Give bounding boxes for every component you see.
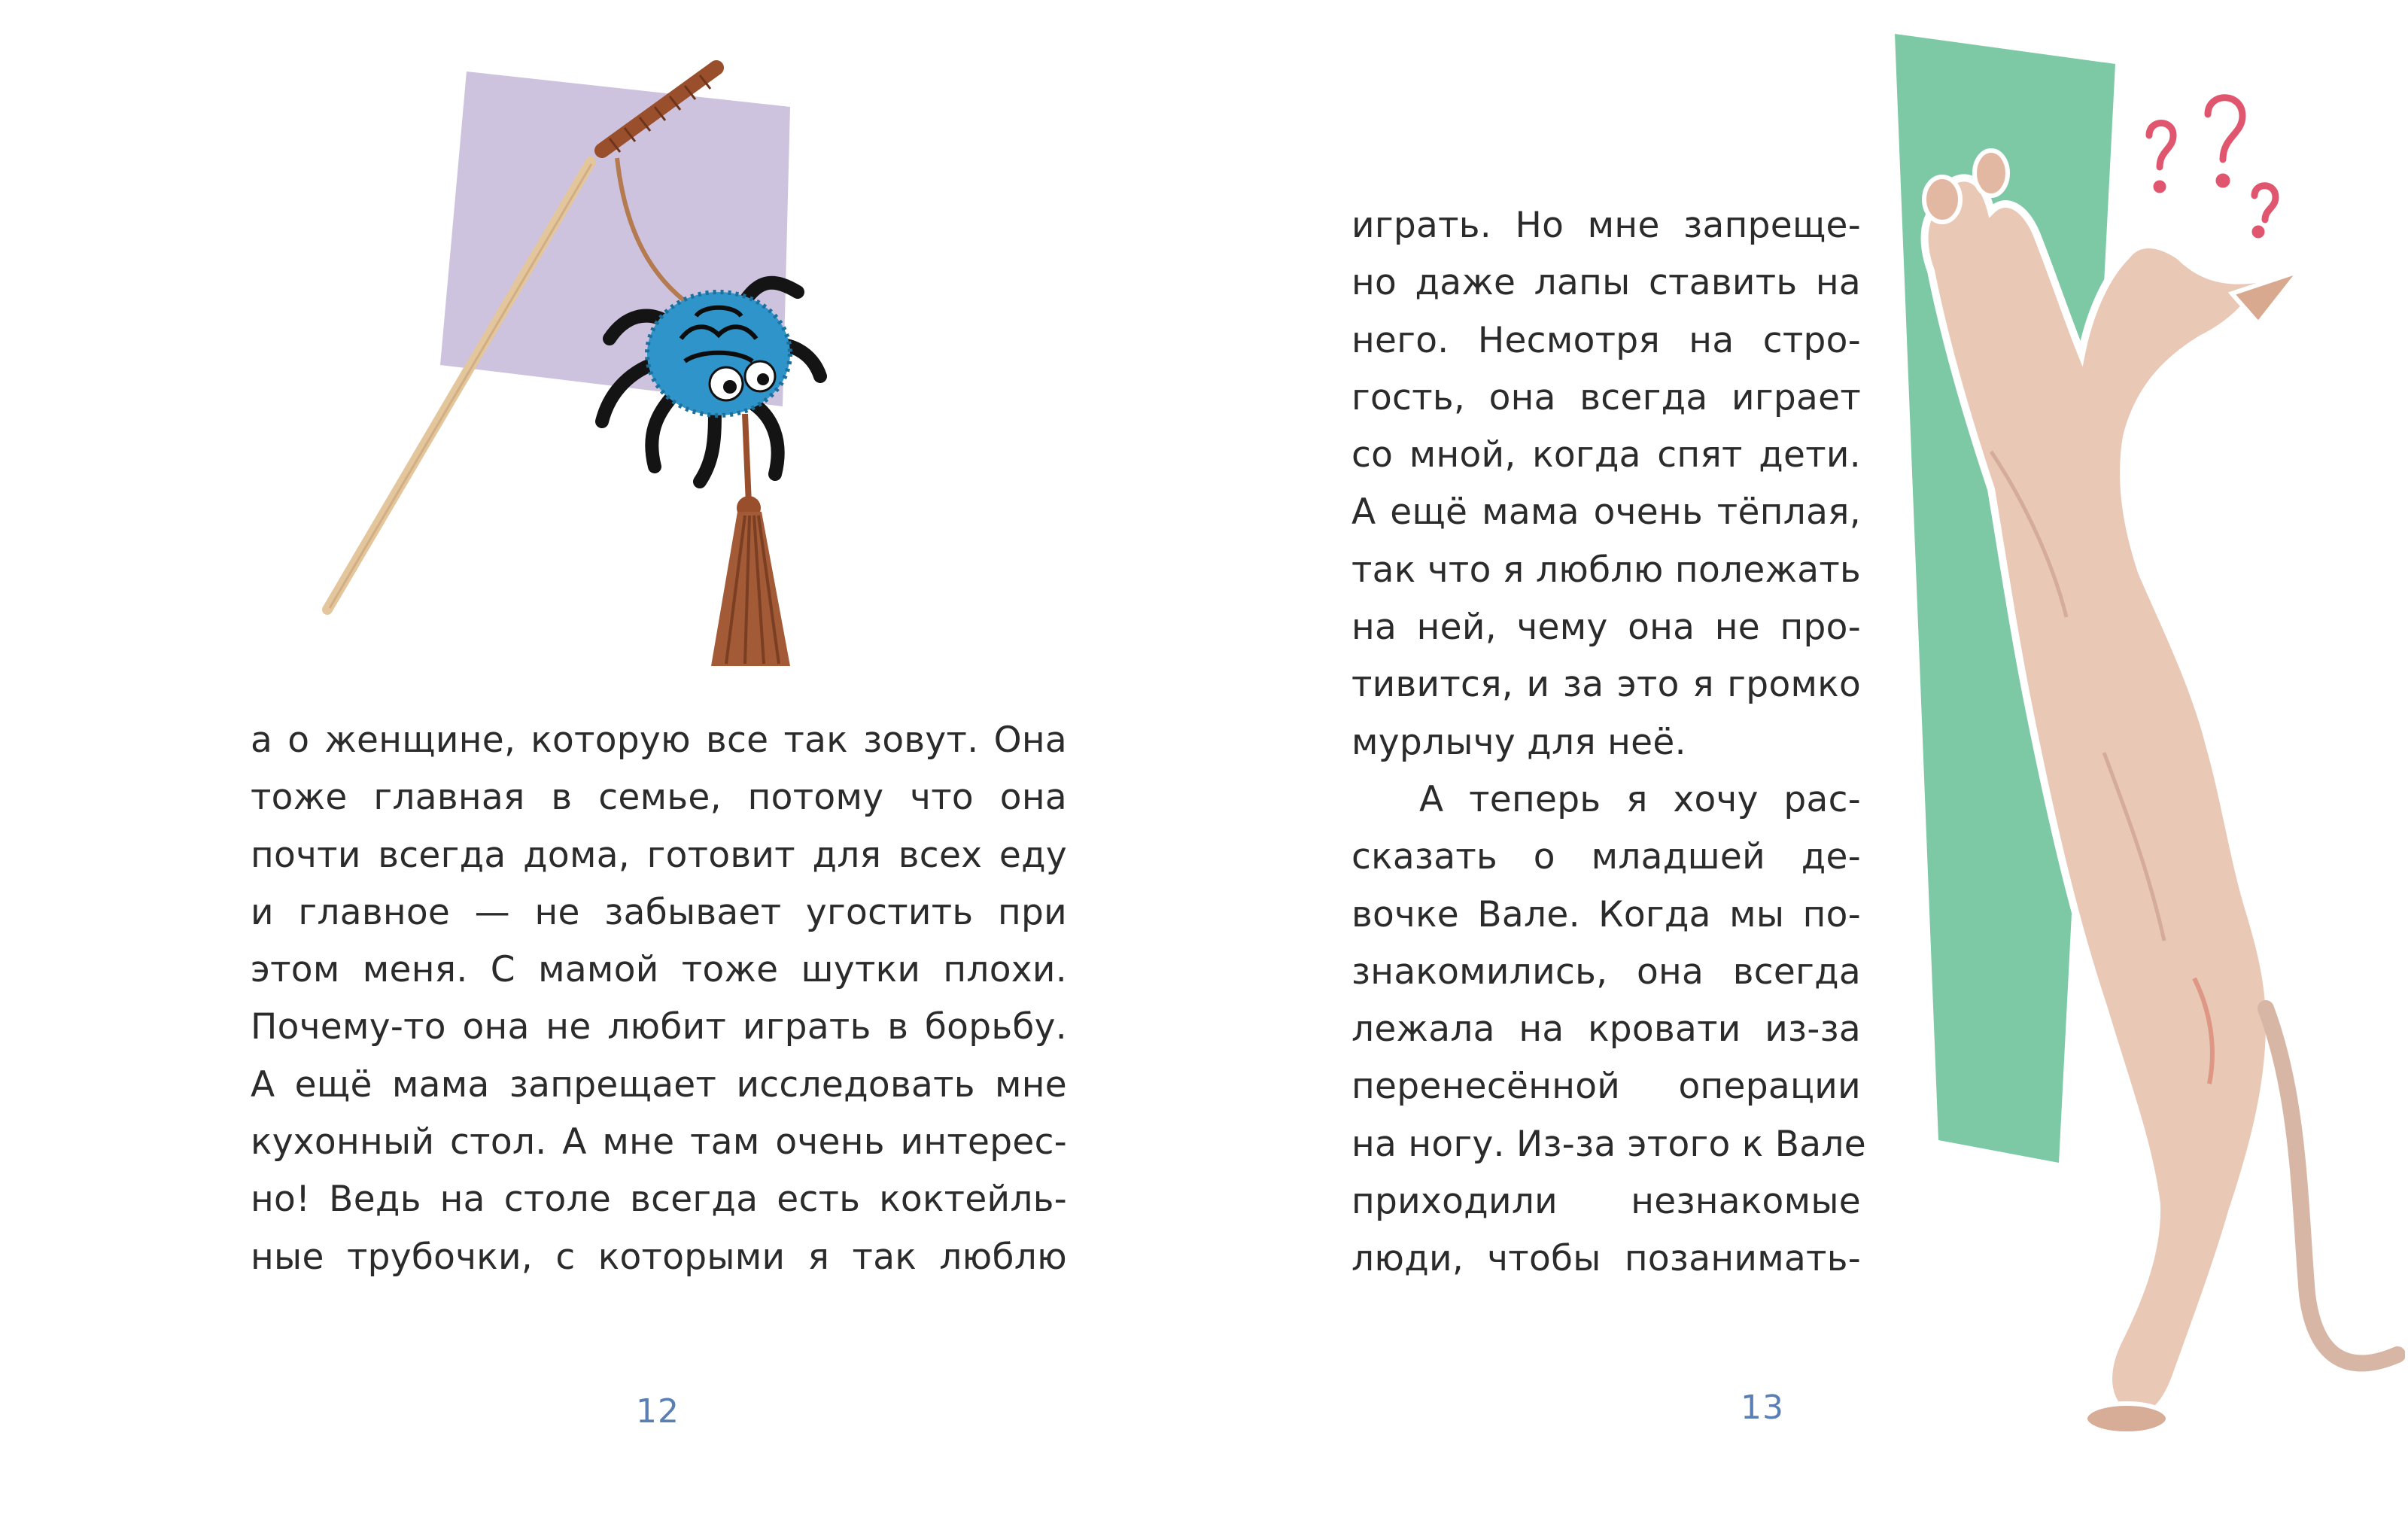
page-number: 12 [636,1392,680,1431]
text-line: играть. Но мне запреще- [1351,205,1861,246]
text-line: А ещё мама запрещает исследовать мне [251,1063,1067,1106]
text-line: на ногу. Из-за этого к Вале [1351,1123,1866,1165]
text-line: и главное — не забывает угостить при [251,891,1067,933]
text-line: на ней, чему она не про- [1351,607,1861,649]
right-page-text [1351,197,1866,1288]
text-line: но! Ведь на столе всегда есть коктейль- [251,1179,1067,1221]
text-line: Почему-то она не любит играть в борьбу. [251,1006,1067,1048]
text-line: мурлычу для неё. [1351,721,1686,763]
text-line: тивится, и за это я громко [1351,664,1861,706]
page-number: 13 [1741,1388,1784,1427]
text-line: А ещё мама очень тёплая, [1351,491,1861,534]
text-line: перенесённой операции [1351,1066,1861,1108]
text-line: а о женщине, которую все так зовут. Она [251,719,1067,761]
wand-toy-illustration [293,53,880,692]
text-line: почти всегда дома, готовит для всех еду [251,834,1067,876]
text-line: гость, она всегда играет [1351,376,1861,418]
cat-illustration [1878,30,2405,1460]
text-line: со мной, когда спят дети. [1351,434,1861,476]
text-line: этом меня. С мамой тоже шутки плохи. [251,949,1067,991]
question-marks-icon [2149,98,2276,235]
text-line: так что я люблю полежать [1351,549,1861,591]
right-page [1204,0,2408,1536]
text-line: А теперь я хочу рас- [1419,778,1861,820]
text-line: но даже лапы ставить на [1351,262,1861,304]
text-line: сказать о младшей де- [1351,836,1861,878]
text-line: кухонный стол. А мне там очень интерес- [251,1121,1067,1163]
left-page-text [251,712,1067,1286]
text-line: люди, чтобы позанимать- [1351,1238,1861,1280]
text-line: вочке Вале. Когда мы по- [1351,893,1861,935]
text-line: тоже главная в семье, потому что она [251,777,1067,819]
text-line: лежала на кровати из-за [1351,1008,1861,1051]
text-line: ные трубочки, с которыми я так люблю [251,1236,1067,1278]
text-line: приходили незнакомые [1351,1181,1861,1223]
text-line: него. Несмотря на стро- [1351,319,1861,361]
text-line: знакомились, она всегда [1351,950,1861,993]
